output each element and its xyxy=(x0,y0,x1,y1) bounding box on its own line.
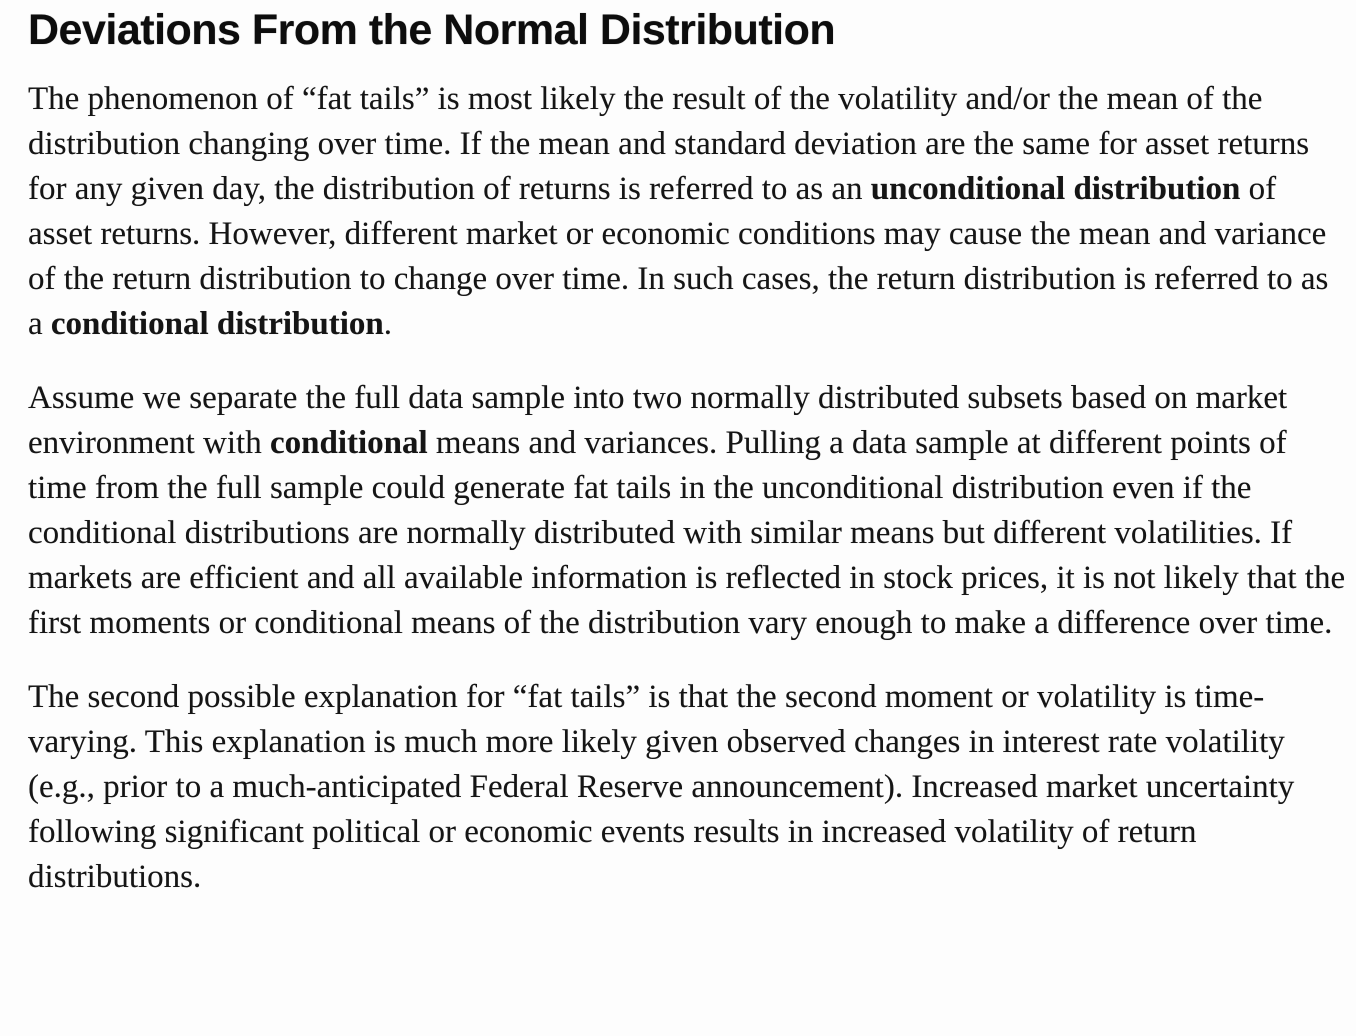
text-run: of asset returns. However, different market or economic conditions may cause the mean and variance of the return distribution to change over time. In such cases, the return distribution is referred to as a xyxy=(28,171,1329,343)
page-title: Deviations From the Normal Distribution xyxy=(28,6,836,54)
text-run: means and variances. Pulling a data sample at different points of time from the full sample could generate fat tails in the unconditional distribution even if the conditional distributions are normally distributed with similar means but different volatilities. If markets are efficient and all available information is reflected in stock prices, it is not likely that the first moments or conditional means of the distribution vary enough to make a difference over time. xyxy=(28,425,1346,642)
text-run: The phenomenon of “fat tails” is most likely the result of the volatility and/or the mean of the distribution changing over time. If the mean and standard deviation are the same for asset returns for any given day, the distribution of returns is referred to as an xyxy=(28,81,1310,208)
paragraph-conditional-subsets xyxy=(28,376,1348,646)
text-run: Assume we separate the full data sample into two normally distributed subsets based on market environment with xyxy=(28,380,1288,462)
bold-term-conditional: conditional xyxy=(269,425,428,462)
text-run: . xyxy=(383,306,392,343)
bold-term-conditional-distribution: conditional distribution xyxy=(50,306,384,343)
paragraph-fat-tails-cause xyxy=(28,77,1348,347)
bold-term-unconditional-distribution: unconditional distribution xyxy=(870,171,1241,208)
paragraph-time-varying-volatility xyxy=(28,675,1348,900)
document-body xyxy=(28,77,1348,900)
text-run: The second possible explanation for “fat tails” is that the second moment or volatility is time-varying. This explanation is much more likely given observed changes in interest rate volatility (e.g., prior to a much-anticipated Federal Reserve announcement). Increased market uncertainty following significant political or economic events results in increased volatility of return distributions. xyxy=(28,679,1295,896)
